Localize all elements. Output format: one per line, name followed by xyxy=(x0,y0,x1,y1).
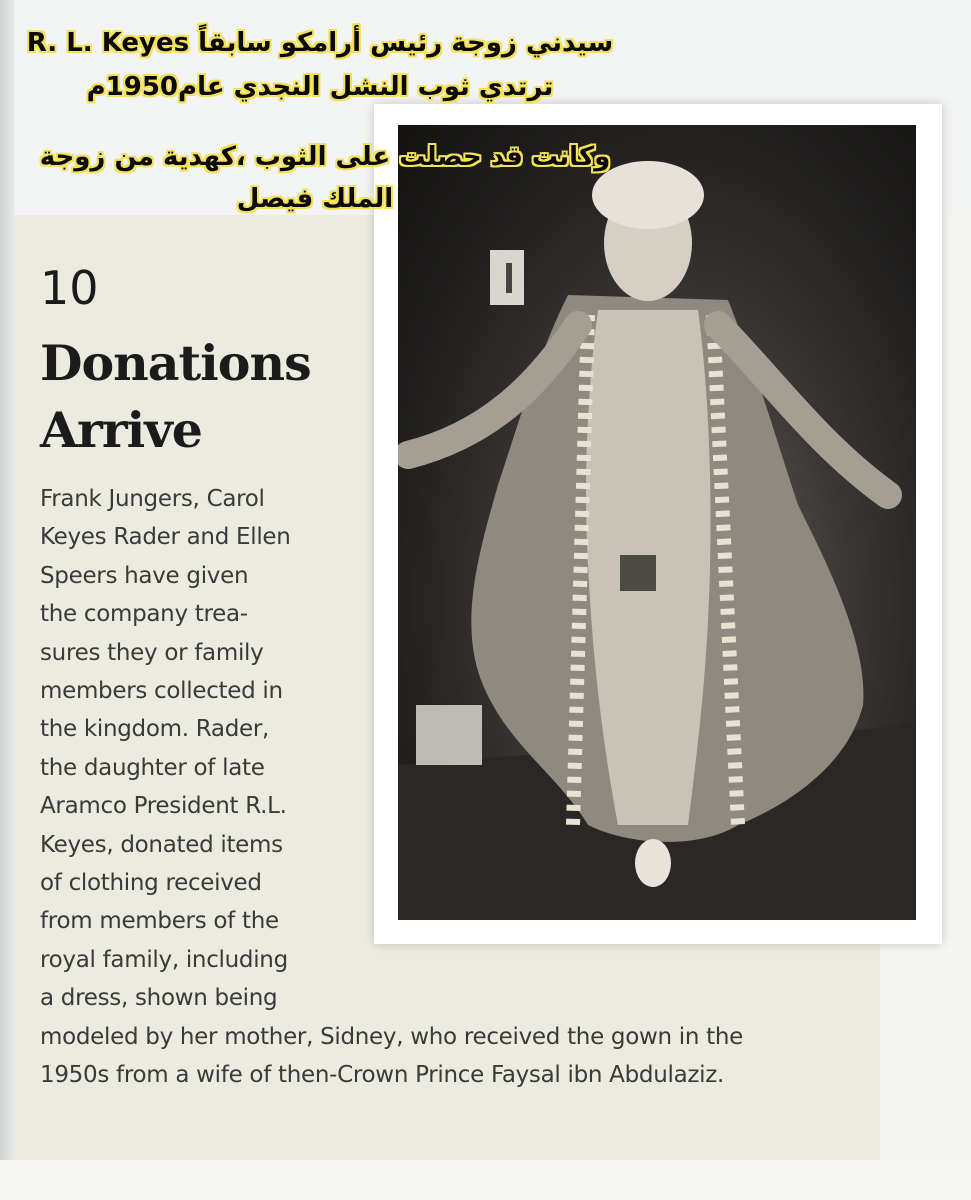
article-body-line: Speers have given xyxy=(40,562,249,589)
gown-motif xyxy=(620,555,656,591)
basket xyxy=(416,705,482,765)
article-body-line: the company trea- xyxy=(40,601,248,628)
article-body-line: the kingdom. Rader, xyxy=(40,716,270,743)
article-body-line: sures they or family xyxy=(40,639,264,666)
overlay-caption-line3: وكانت قد حصلت على الثوب ،كهدية من زوجة xyxy=(39,142,611,172)
article-body-line: members collected in xyxy=(40,678,283,704)
article-body-line: Keyes Rader and Ellen xyxy=(40,524,291,551)
page-edge xyxy=(0,0,14,1200)
article-body-line: Aramco President R.L. xyxy=(40,793,287,820)
archival-photo xyxy=(398,125,916,920)
photo-illustration xyxy=(398,125,916,920)
shoe xyxy=(635,839,671,887)
article-title-line1: Donations xyxy=(40,334,311,392)
article-body-line: 1950s from a wife of then-Crown Prince Faysal ibn Abdulaziz. xyxy=(40,1062,725,1088)
article-body-line: of clothing received xyxy=(40,870,262,896)
article-body-line: modeled by her mother, Sidney, who received the gown in the xyxy=(40,1023,744,1050)
article-body-line: Frank Jungers, Carol xyxy=(40,486,265,512)
article-body-line: from members of the xyxy=(40,908,279,935)
article-body-line: Keyes, donated items xyxy=(40,831,283,858)
article-body-line: royal family, including xyxy=(40,946,288,973)
overlay-caption-line4: الملك فيصل xyxy=(236,184,394,214)
overlay-caption-line2: ترتدي ثوب النشل النجدي عام1950م xyxy=(86,72,554,102)
page-bottom-band xyxy=(0,1160,971,1200)
article-number: 10 xyxy=(40,261,99,315)
overlay-caption-line1: سيدني زوجة رئيس أرامكو سابقاً R. L. Keyes xyxy=(26,28,614,58)
article-body-line: a dress, shown being xyxy=(40,985,278,1012)
article-body-line: the daughter of late xyxy=(40,754,265,781)
article-title-line2: Arrive xyxy=(40,401,202,459)
wall-plaque-mark xyxy=(506,263,512,293)
